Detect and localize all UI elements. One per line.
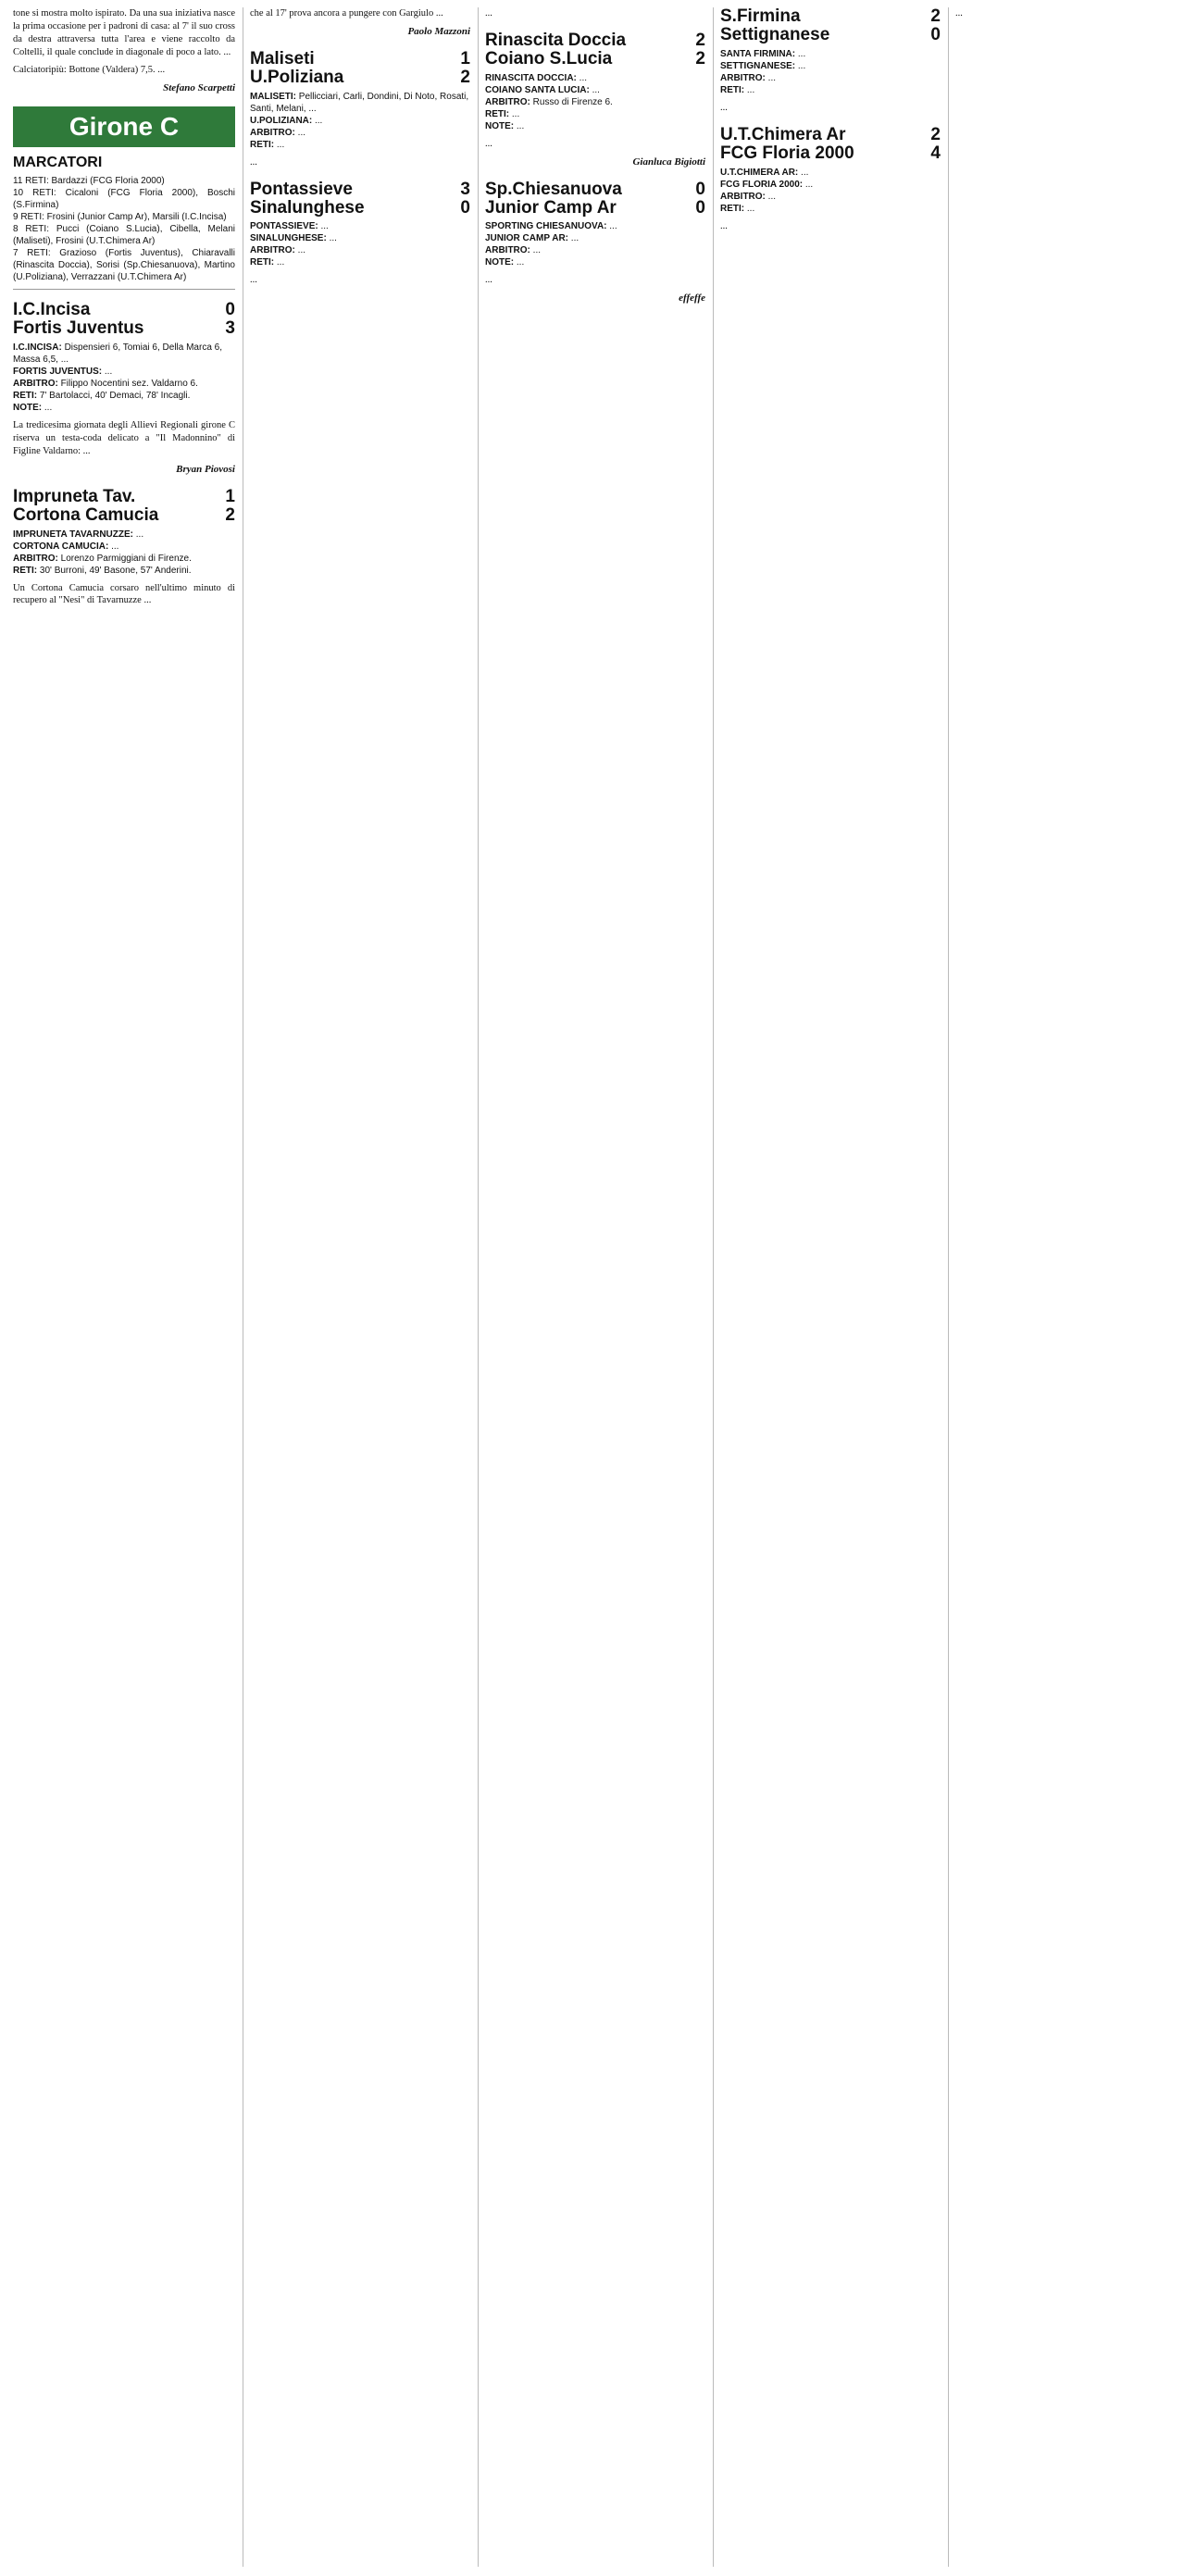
lineup-line: IMPRUNETA TAVARNUZZE: ...: [13, 529, 144, 540]
paragraph: La tredicesima giornata degli Allievi Regionali girone C riserva un testa-coda delicato a "Il Madonnino" di Figline Valdarno: ...: [13, 420, 235, 456]
away-team-row: [250, 68, 470, 87]
lineup-block: [250, 220, 470, 268]
lineup-line: ARBITRO: ...: [720, 72, 777, 83]
lineup-line: ARBITRO: Russo di Firenze 6.: [485, 96, 613, 107]
lineup-block: [250, 91, 470, 151]
home-team-name: Rinascita Doccia: [485, 30, 627, 50]
byline: effeffe: [679, 292, 705, 305]
lineup-line: NOTE: ...: [13, 403, 53, 414]
lineup-line: U.T.CHIMERA AR: ...: [720, 167, 809, 178]
lineup-block: [720, 48, 941, 96]
lineup-block: [485, 220, 705, 268]
paragraph: tone si mostra molto ispirato. Da una sua iniziativa nasce la prima occasione per i padroni di casa: al 7' il suo cross da destra attraversa tutta l'area e viene raccolto da Coltelli, il quale conclude in diagonale di poco a lato. ...: [13, 8, 235, 57]
match-report: [720, 126, 941, 233]
lineup-line: RETI: ...: [720, 203, 755, 214]
lineup-block: [13, 529, 235, 577]
lineup-line: ARBITRO: ...: [250, 245, 306, 256]
home-team-score: 2: [930, 7, 941, 26]
home-team-row: [13, 488, 235, 506]
lineup-line: FORTIS JUVENTUS: ...: [13, 367, 113, 378]
byline: Paolo Mazzoni: [407, 25, 470, 37]
home-team-name: Sp.Chiesanuova: [485, 179, 622, 199]
away-team-score: 2: [695, 48, 705, 68]
away-team-row: [13, 319, 235, 338]
away-team-score: 0: [930, 24, 941, 44]
article-continuation: [13, 7, 235, 93]
lineup-line: PONTASSIEVE: ...: [250, 221, 329, 232]
lineup-line: RETI: ...: [250, 139, 285, 150]
home-team-name: Impruneta Tav.: [13, 486, 136, 506]
byline: Bryan Piovosi: [176, 463, 235, 475]
home-team-score: 0: [225, 300, 235, 320]
away-team-score: 0: [695, 197, 705, 218]
lineup-line: MALISETI: Pellicciari, Carli, Dondini, Di Noto, Rosati, Santi, Melani, ...: [250, 91, 469, 114]
lineup-line: ARBITRO: Filippo Nocentini sez. Valdarno 6.: [13, 379, 198, 390]
home-team-score: 1: [460, 48, 470, 68]
newspaper-page: [13, 7, 1170, 2567]
column-4: [720, 7, 941, 2567]
away-team-name: Fortis Juventus: [13, 318, 144, 339]
scorer-line: 10 RETI: Cicaloni (FCG Floria 2000), Boschi (S.Firmina): [13, 188, 235, 211]
scorers-box: [13, 155, 235, 290]
lineup-line: RETI: ...: [485, 108, 520, 119]
home-team-name: I.C.Incisa: [13, 300, 91, 320]
away-team-score: 2: [225, 504, 235, 525]
match-report: [13, 488, 235, 608]
lineup-line: SETTIGNANESE: ...: [720, 60, 806, 71]
match-report: [250, 180, 470, 288]
away-team-name: Junior Camp Ar: [485, 197, 617, 218]
home-team-row: [485, 31, 705, 50]
away-team-name: FCG Floria 2000: [720, 143, 854, 163]
match-report: [13, 301, 235, 474]
match-report: [485, 180, 705, 305]
lineup-line: CORTONA CAMUCIA: ...: [13, 541, 119, 552]
paragraph: Calciatoripiù: Bottone (Valdera) 7,5. ...: [13, 65, 166, 76]
lineup-line: RETI: 7' Bartolacci, 40' Demaci, 78' Incagli.: [13, 391, 191, 402]
match-report: [720, 7, 941, 115]
paragraph: ...: [485, 138, 492, 149]
paragraph: ...: [485, 275, 492, 286]
paragraph: ...: [955, 8, 963, 19]
home-team-score: 3: [460, 179, 470, 199]
lineup-block: [720, 167, 941, 215]
lineup-line: SINALUNGHESE: ...: [250, 233, 337, 244]
away-team-score: 4: [930, 143, 941, 163]
lineup-line: RETI: 30' Burroni, 49' Basone, 57' Anderini.: [13, 565, 192, 576]
scorer-line: 7 RETI: Grazioso (Fortis Juventus), Chiaravalli (Rinascita Doccia), Sorisi (Sp.Chiesanuova), Martino (U.Poliziana), Verrazzani (U.T.Chimera Ar): [13, 248, 235, 283]
paragraph: ...: [485, 8, 492, 19]
byline: Stefano Scarpetti: [163, 82, 235, 94]
lineup-line: ARBITRO: ...: [720, 191, 777, 202]
byline: Gianluca Bigiotti: [632, 156, 705, 168]
home-team-score: 2: [930, 124, 941, 144]
away-team-row: [485, 50, 705, 68]
away-team-name: Settignanese: [720, 24, 830, 44]
home-team-score: 2: [695, 30, 705, 50]
scorer-line: 11 RETI: Bardazzi (FCG Floria 2000): [13, 176, 165, 187]
lineup-block: [13, 342, 235, 414]
away-team-row: [250, 199, 470, 218]
lineup-line: SPORTING CHIESANUOVA: ...: [485, 221, 617, 232]
lineup-line: ARBITRO: ...: [250, 127, 306, 138]
lineup-line: JUNIOR CAMP AR: ...: [485, 233, 580, 244]
home-team-row: [720, 126, 941, 144]
lineup-line: ARBITRO: ...: [485, 245, 542, 256]
paragraph: ...: [250, 156, 257, 168]
home-team-name: S.Firmina: [720, 7, 801, 26]
paragraph: Un Cortona Camucia corsaro nell'ultimo minuto di recupero al "Nesi" di Tavarnuzze ...: [13, 582, 235, 606]
away-team-name: Coiano S.Lucia: [485, 48, 613, 68]
away-team-row: [720, 144, 941, 163]
lineup-line: RETI: ...: [250, 257, 285, 268]
paragraph: che al 17' prova ancora a pungere con Gargiulo ...: [250, 8, 443, 19]
scorer-line: 8 RETI: Pucci (Coiano S.Lucia), Cibella, Melani (Maliseti), Frosini (U.T.Chimera Ar): [13, 224, 235, 247]
away-team-row: [13, 506, 235, 525]
home-team-row: [250, 50, 470, 68]
paragraph: ...: [720, 102, 728, 113]
home-team-score: 1: [225, 486, 235, 506]
away-team-name: Cortona Camucia: [13, 504, 159, 525]
lineup-line: RETI: ...: [720, 84, 755, 95]
column-5: [955, 7, 1170, 2567]
column-2: [250, 7, 470, 2567]
away-team-row: [720, 26, 941, 44]
column-1: [13, 7, 235, 2567]
home-team-name: U.T.Chimera Ar: [720, 124, 846, 144]
scorer-line: 9 RETI: Frosini (Junior Camp Ar), Marsili (I.C.Incisa): [13, 212, 227, 223]
match-report: [485, 31, 705, 168]
home-team-row: [250, 180, 470, 199]
away-team-score: 2: [460, 67, 470, 87]
section-banner: Girone C: [13, 106, 235, 147]
lineup-line: COIANO SANTA LUCIA: ...: [485, 84, 600, 95]
scorers-title: MARCATORI: [13, 155, 103, 171]
home-team-name: Maliseti: [250, 48, 315, 68]
away-team-score: 0: [460, 197, 470, 218]
lineup-line: SANTA FIRMINA: ...: [720, 48, 806, 59]
away-team-row: [485, 199, 705, 218]
lineup-line: NOTE: ...: [485, 120, 525, 131]
home-team-row: [720, 7, 941, 26]
away-team-name: Sinalunghese: [250, 197, 365, 218]
lineup-line: U.POLIZIANA: ...: [250, 115, 323, 126]
lineup-line: FCG FLORIA 2000: ...: [720, 179, 814, 190]
lineup-line: RINASCITA DOCCIA: ...: [485, 72, 588, 83]
away-team-name: U.Poliziana: [250, 67, 344, 87]
home-team-row: [13, 301, 235, 319]
paragraph: ...: [720, 220, 728, 231]
paragraph: ...: [250, 275, 257, 286]
lineup-block: [485, 72, 705, 132]
away-team-score: 3: [225, 318, 235, 339]
home-team-score: 0: [695, 179, 705, 199]
match-report: [250, 50, 470, 169]
lineup-line: ARBITRO: Lorenzo Parmiggiani di Firenze.: [13, 553, 192, 564]
home-team-name: Pontassieve: [250, 179, 353, 199]
column-3: [485, 7, 705, 2567]
lineup-line: I.C.INCISA: Dispensieri 6, Tomiai 6, Della Marca 6, Massa 6,5, ...: [13, 342, 223, 366]
divider: [13, 289, 235, 290]
home-team-row: [485, 180, 705, 199]
lineup-line: NOTE: ...: [485, 257, 525, 268]
